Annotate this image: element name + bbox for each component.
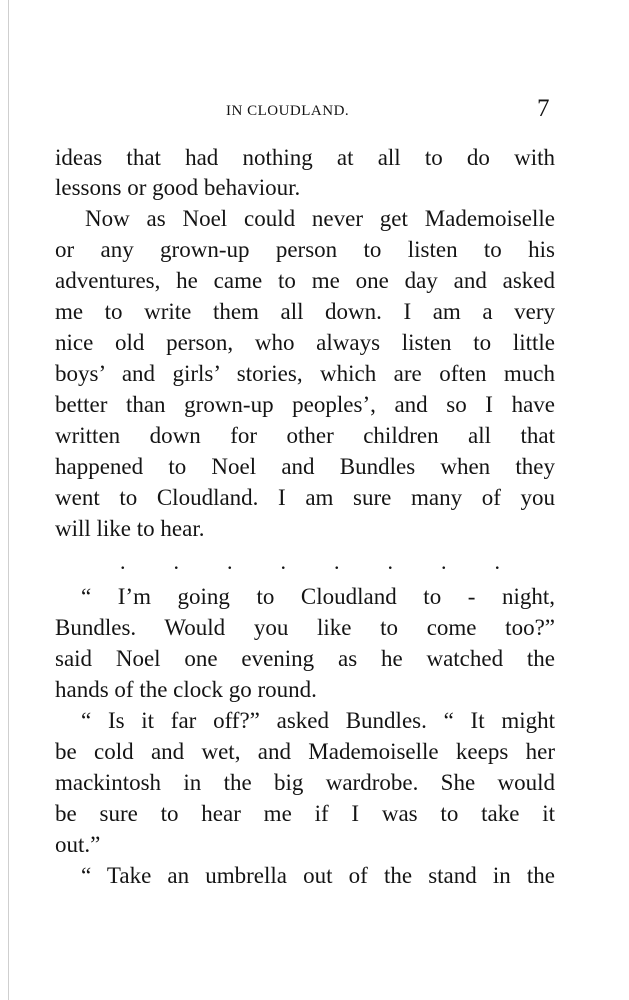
running-head: IN CLOUDLAND. (226, 103, 350, 119)
text-line: went to Cloudland. I am sure many of you (55, 485, 555, 510)
text-line: nice old person, who always listen to little (55, 330, 555, 355)
text-line: boys’ and girls’ stories, which are often much (55, 361, 555, 386)
text-line: lessons or good behaviour. (55, 175, 301, 200)
text-line: “ Take an umbrella out of the stand in the (81, 863, 555, 888)
text-line: “ Is it far off?” asked Bundles. “ It might (81, 708, 555, 733)
page-edge (8, 0, 9, 1000)
text-line: out.” (55, 832, 101, 857)
text-line: be sure to hear me if I was to take it (55, 801, 555, 826)
text-line: Bundles. Would you like to come too?” (55, 615, 555, 640)
text-line: better than grown-up peoples’, and so I have (55, 392, 555, 417)
page-number: 7 (537, 95, 550, 122)
text-line: be cold and wet, and Mademoiselle keeps her (55, 739, 555, 764)
text-line: said Noel one evening as he watched the (55, 646, 555, 671)
text-line: written down for other children all that (55, 423, 555, 448)
text-line: Now as Noel could never get Mademoiselle (85, 206, 555, 231)
section-break-dots: . . . . . . . . (120, 549, 500, 574)
text-line: mackintosh in the big wardrobe. She would (55, 770, 555, 795)
text-line: happened to Noel and Bundles when they (55, 454, 555, 479)
text-line: will like to hear. (55, 516, 205, 541)
text-line: adventures, he came to me one day and asked (55, 268, 555, 293)
text-line: “ I’m going to Cloudland to - night, (81, 584, 555, 609)
text-line: ideas that had nothing at all to do with (55, 145, 555, 170)
text-line: me to write them all down. I am a very (55, 299, 555, 324)
text-line: or any grown-up person to listen to his (55, 237, 555, 262)
text-line: hands of the clock go round. (55, 677, 317, 702)
